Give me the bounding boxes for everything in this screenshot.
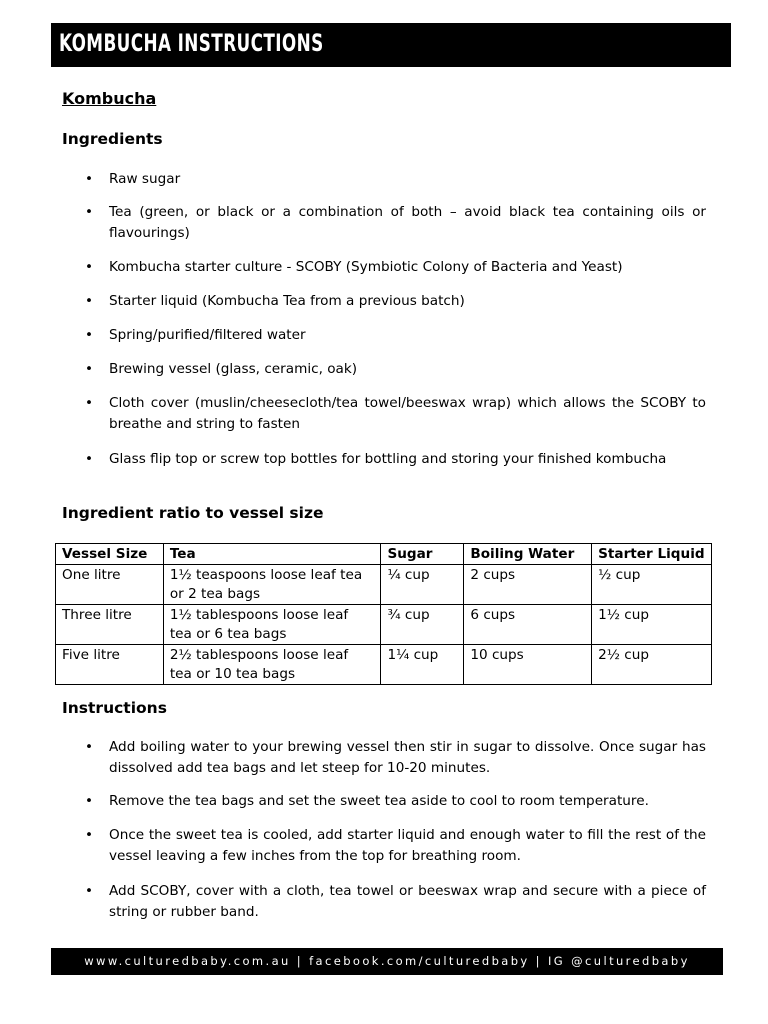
table-row: [56, 605, 712, 645]
column-header: Boiling Water: [464, 544, 592, 565]
table-cell: 2 cups: [464, 565, 592, 605]
table-cell: 2½ tablespoons loose leaf tea or 10 tea bags: [163, 645, 381, 685]
bullet-icon: •: [85, 827, 94, 843]
bullet-icon: •: [85, 361, 94, 377]
table-cell: 1¼ cup: [381, 645, 464, 685]
footer-links: www.culturedbaby.com.au | facebook.com/culturedbaby | IG @culturedbaby: [84, 954, 690, 968]
table-row: [56, 565, 712, 605]
column-header: Tea: [163, 544, 381, 565]
list-item: • Tea (green, or black or a combination of both – avoid black tea containing oils or flavourings): [85, 204, 706, 241]
instructions-heading: Instructions: [62, 699, 167, 717]
list-item: • Add boiling water to your brewing vessel then stir in sugar to dissolve. Once sugar has dissolved add tea bags and let steep for 10-20 minutes.: [85, 739, 706, 776]
list-item: • Spring/purified/filtered water: [62, 325, 706, 346]
footer-bar: [51, 948, 723, 975]
bullet-icon: •: [85, 259, 94, 275]
bullet-icon: •: [85, 793, 94, 809]
table-cell: 2½ cup: [592, 645, 712, 685]
table-cell: ¼ cup: [381, 565, 464, 605]
table-cell: 10 cups: [464, 645, 592, 685]
table-row: [56, 645, 712, 685]
document-title: Kombucha: [62, 89, 157, 108]
ratio-heading: Ingredient ratio to vessel size: [62, 504, 324, 522]
list-item: • Once the sweet tea is cooled, add starter liquid and enough water to fill the rest of the vessel leaving a few inches from the top for breathing room.: [85, 827, 706, 864]
bullet-icon: •: [85, 739, 94, 755]
page-title: KOMBUCHA INSTRUCTIONS: [59, 29, 324, 57]
column-header: Sugar: [381, 544, 464, 565]
list-item: • Raw sugar: [62, 169, 706, 190]
column-header: Starter Liquid: [592, 544, 712, 565]
table-cell: 1½ tablespoons loose leaf tea or 6 tea bags: [163, 605, 381, 645]
list-item: • Kombucha starter culture - SCOBY (Symbiotic Colony of Bacteria and Yeast): [62, 257, 706, 278]
list-item: • Brewing vessel (glass, ceramic, oak): [62, 359, 706, 380]
list-item: • Glass flip top or screw top bottles for bottling and storing your finished kombucha: [62, 449, 706, 470]
list-item: • Cloth cover (muslin/cheesecloth/tea towel/beeswax wrap) which allows the SCOBY to breathe and string to fasten: [85, 395, 706, 432]
bullet-icon: •: [85, 395, 94, 411]
list-item: • Add SCOBY, cover with a cloth, tea towel or beeswax wrap and secure with a piece of string or rubber band.: [85, 883, 706, 920]
bullet-icon: •: [85, 451, 94, 467]
table-cell: 1½ teaspoons loose leaf tea or 2 tea bags: [163, 565, 381, 605]
header-banner: [51, 23, 731, 67]
table-cell: ¾ cup: [381, 605, 464, 645]
table-cell: 1½ cup: [592, 605, 712, 645]
column-header: Vessel Size: [56, 544, 164, 565]
ingredients-heading: Ingredients: [62, 130, 163, 148]
bullet-icon: •: [85, 171, 94, 187]
bullet-icon: •: [85, 293, 94, 309]
table-cell: 6 cups: [464, 605, 592, 645]
table-cell: ½ cup: [592, 565, 712, 605]
table-header-row: [56, 544, 712, 565]
bullet-icon: •: [85, 327, 94, 343]
table-cell: Five litre: [56, 645, 164, 685]
list-item: • Starter liquid (Kombucha Tea from a previous batch): [62, 291, 706, 312]
table-cell: Three litre: [56, 605, 164, 645]
list-item: • Remove the tea bags and set the sweet tea aside to cool to room temperature.: [62, 791, 706, 812]
ratio-table: [55, 543, 712, 685]
bullet-icon: •: [85, 204, 94, 220]
table-cell: One litre: [56, 565, 164, 605]
bullet-icon: •: [85, 883, 94, 899]
